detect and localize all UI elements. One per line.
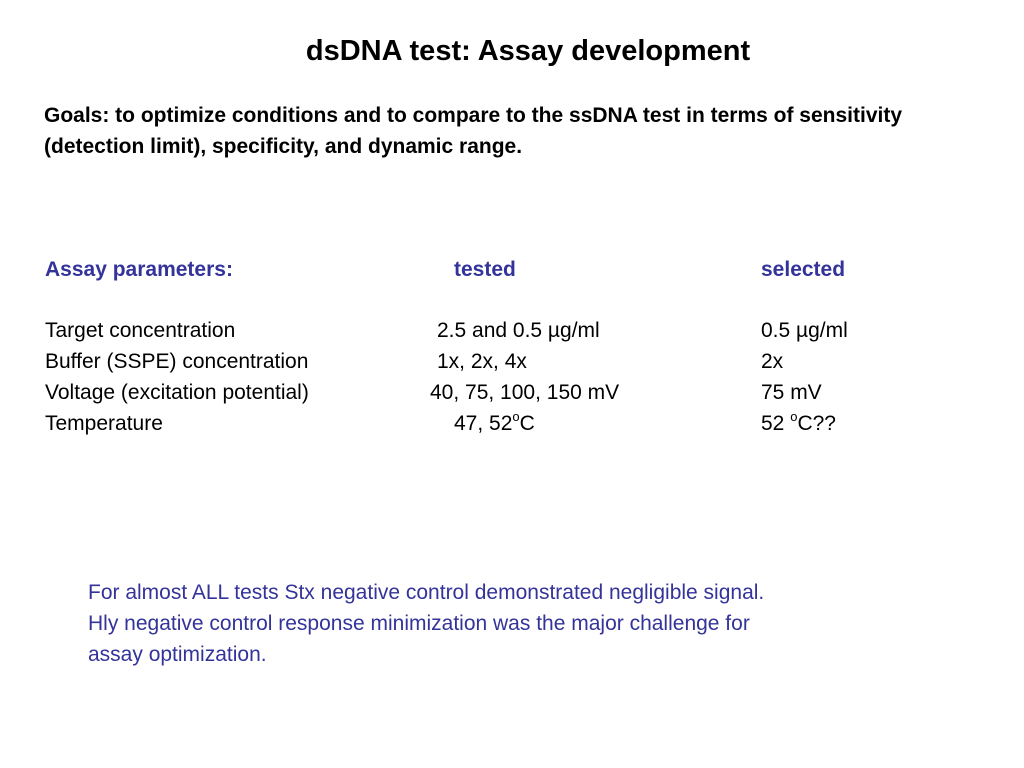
parameter-row-voltage <box>45 377 945 408</box>
header-selected-label: selected <box>761 258 846 281</box>
parameter-name: Temperature <box>45 412 163 435</box>
degree-superscript: o <box>512 409 520 424</box>
parameter-tested-value: 1x, 2x, 4x <box>437 350 527 373</box>
parameter-row-target-concentration <box>45 315 945 346</box>
tested-temp-unit: C <box>519 412 535 435</box>
goals-text: Goals: to optimize conditions and to compare to the ssDNA test in terms of sensitivity (detection limit), specificity, and dynamic range. <box>44 104 903 158</box>
degree-superscript: o <box>790 409 798 424</box>
parameter-selected-value: 75 mV <box>761 381 822 404</box>
note-line: assay optimization. <box>88 643 267 666</box>
parameter-name: Target concentration <box>45 319 236 342</box>
parameter-selected-value: 2x <box>761 350 784 373</box>
selected-temp-prefix: 52 <box>761 412 791 435</box>
tested-temp-prefix: 47, 52 <box>454 412 513 435</box>
note-line: For almost ALL tests Stx negative control demonstrated negligible signal. <box>88 581 765 604</box>
parameter-tested-value: 40, 75, 100, 150 mV <box>430 381 620 404</box>
header-parameters-label: Assay parameters: <box>45 258 233 281</box>
selected-temp-unit: C?? <box>797 412 836 435</box>
parameter-selected-value <box>761 408 836 439</box>
slide-title: dsDNA test: Assay development <box>305 35 751 67</box>
parameter-tested-value <box>454 408 535 439</box>
note-line: Hly negative control response minimization was the major challenge for <box>88 612 750 635</box>
header-tested-label: tested <box>454 258 516 281</box>
parameter-tested-value: 2.5 and 0.5 µg/ml <box>437 319 600 342</box>
parameter-selected-value: 0.5 µg/ml <box>761 319 848 342</box>
parameter-row-buffer-concentration <box>45 346 945 377</box>
note-paragraph <box>88 577 968 670</box>
assay-parameters-table <box>45 254 945 439</box>
parameter-name: Voltage (excitation potential) <box>45 381 309 404</box>
parameter-row-temperature <box>45 408 945 439</box>
parameter-name: Buffer (SSPE) concentration <box>45 350 309 373</box>
parameters-header-row <box>45 254 945 285</box>
